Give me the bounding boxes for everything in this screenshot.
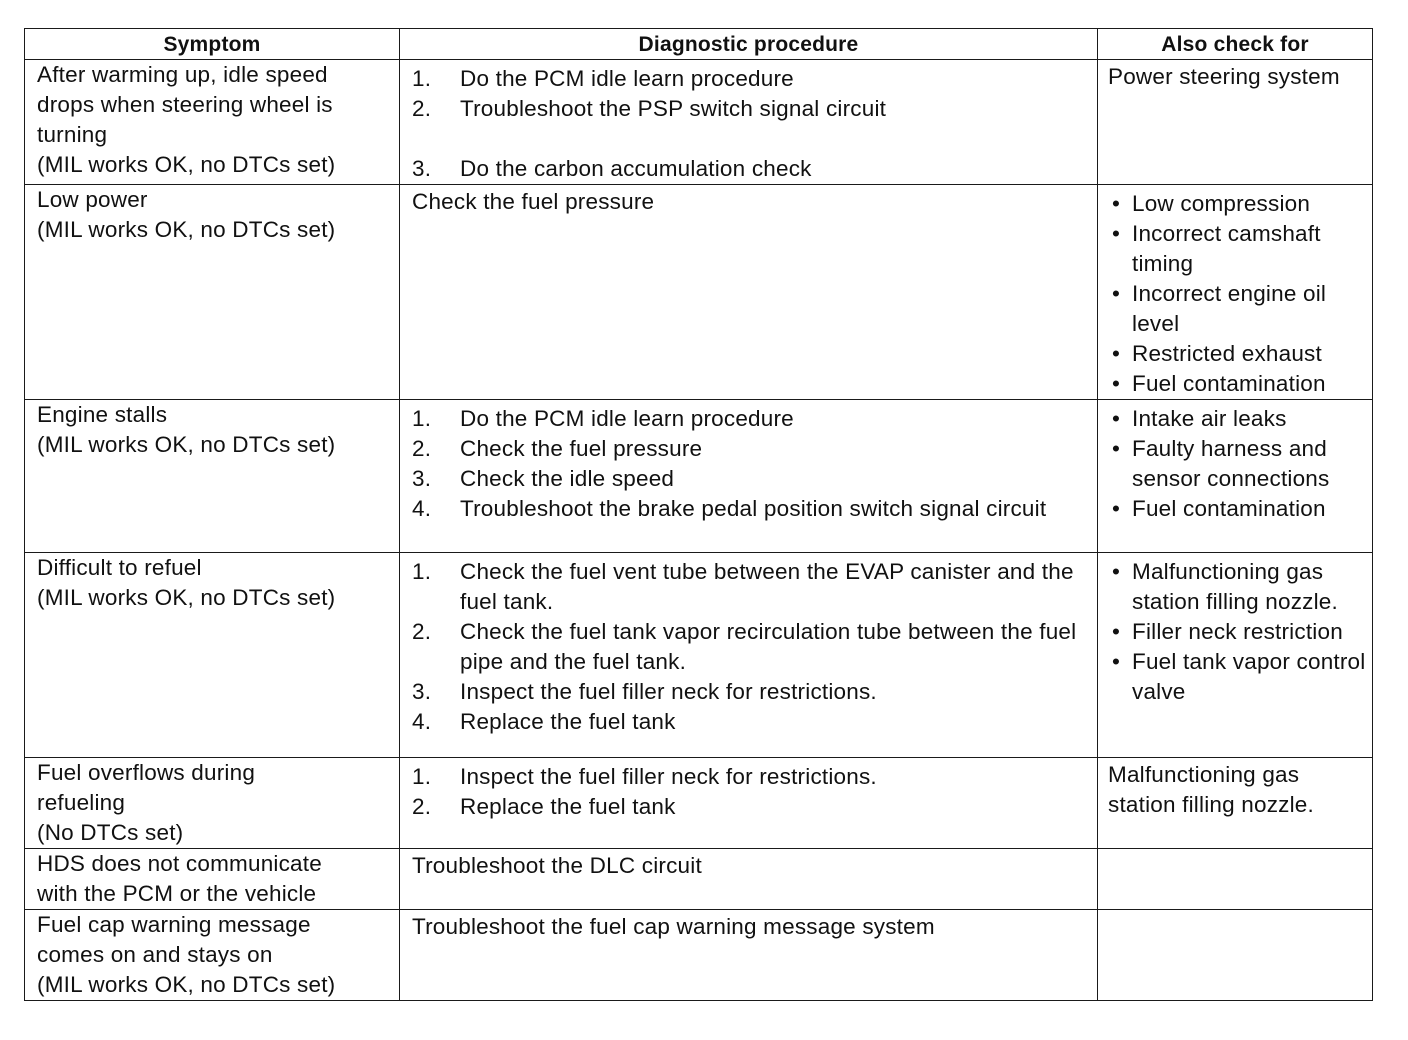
procedure-text: Troubleshoot the fuel cap warning message system [412,914,935,939]
procedure-step [412,762,1093,792]
symptom-line: HDS does not communicate [37,851,322,876]
bullet-icon: • [1112,341,1121,366]
symptom-cell [25,758,400,849]
bullet-icon: • [1112,371,1121,396]
symptom-cell [25,910,400,1001]
step-text: Do the PCM idle learn procedure [460,406,794,431]
step-text: Check the fuel vent tube between the EVAP canister and the fuel tank. [460,559,1074,614]
also-check-cell [1098,758,1373,849]
bullet-icon: • [1112,436,1121,461]
also-check-item: • Incorrect camshaft timing [1108,219,1368,279]
step-text: Troubleshoot the brake pedal position switch signal circuit [460,496,1047,521]
header-also-check-for: Also check for [1098,29,1373,60]
also-check-item: • Faulty harness and sensor connections [1108,434,1368,494]
step-number: 1. [412,764,432,789]
symptom-line: Engine stalls [37,402,168,427]
also-check-list [1108,557,1368,707]
step-text: Replace the fuel tank [460,794,676,819]
symptom-line: turning [37,122,108,147]
procedure-step [412,617,1093,677]
step-text: Check the idle speed [460,466,675,491]
symptom-line: with the PCM or the vehicle [37,881,317,906]
procedure-step [412,404,1093,434]
symptom-line: (MIL works OK, no DTCs set) [37,585,336,610]
step-text: Replace the fuel tank [460,709,676,734]
table-row [25,910,1373,1001]
also-check-cell [1098,910,1373,1001]
header-diagnostic-procedure: Diagnostic procedure [400,29,1098,60]
table-row [25,849,1373,910]
procedure-step [412,434,1093,464]
procedure-step [412,94,1093,124]
also-check-cell [1098,553,1373,758]
procedure-text: Troubleshoot the DLC circuit [412,853,702,878]
bullet-icon: • [1112,221,1121,246]
step-number: 3. [412,156,432,181]
procedure-steps [412,64,1093,184]
procedure-step [412,494,1093,524]
symptom-line: After warming up, idle speed [37,62,328,87]
step-number: 1. [412,406,432,431]
also-check-item: • Low compression [1108,189,1368,219]
symptom-line: Fuel overflows during [37,760,256,785]
also-check-text: Power steering system [1108,64,1340,89]
symptom-line: (MIL works OK, no DTCs set) [37,972,336,997]
also-check-item: • Fuel contamination [1108,494,1368,524]
procedure-cell [400,400,1098,553]
also-check-item: • Fuel tank vapor control valve [1108,647,1368,707]
step-number: 2. [412,436,432,461]
procedure-cell [400,553,1098,758]
step-text: Inspect the fuel filler neck for restrictions. [460,679,877,704]
bullet-icon: • [1112,406,1121,431]
symptom-line: Difficult to refuel [37,555,202,580]
step-number: 1. [412,559,432,584]
also-check-item: • Incorrect engine oil level [1108,279,1368,339]
step-number: 2. [412,96,432,121]
table-header-row [25,29,1373,60]
bullet-icon: • [1112,619,1121,644]
step-text: Do the PCM idle learn procedure [460,66,794,91]
step-text: Do the carbon accumulation check [460,156,812,181]
symptom-line: (MIL works OK, no DTCs set) [37,432,336,457]
also-check-item: • Restricted exhaust [1108,339,1368,369]
procedure-steps [412,557,1093,737]
also-check-item: • Malfunctioning gas station filling nozzle. [1108,557,1368,617]
diagnostic-sheet [24,28,1372,1001]
step-number: 2. [412,619,432,644]
bullet-icon: • [1112,559,1121,584]
step-number: 3. [412,679,432,704]
procedure-cell [400,185,1098,400]
table-row [25,553,1373,758]
step-number: 2. [412,794,432,819]
also-check-list [1108,404,1368,524]
table-row [25,60,1373,185]
procedure-cell [400,758,1098,849]
step-number: 1. [412,66,432,91]
also-check-cell [1098,849,1373,910]
symptom-line: (MIL works OK, no DTCs set) [37,217,336,242]
also-check-cell [1098,185,1373,400]
table-row [25,185,1373,400]
also-check-cell [1098,400,1373,553]
symptom-line: drops when steering wheel is [37,92,333,117]
also-check-item: • Intake air leaks [1108,404,1368,434]
procedure-step [412,154,1093,184]
step-text: Inspect the fuel filler neck for restrictions. [460,764,877,789]
bullet-icon: • [1112,281,1121,306]
symptom-line: (MIL works OK, no DTCs set) [37,152,336,177]
table-row [25,400,1373,553]
procedure-step [412,464,1093,494]
step-number: 4. [412,496,432,521]
step-text: Check the fuel tank vapor recirculation tube between the fuel pipe and the fuel tank. [460,619,1077,674]
symptom-line: (No DTCs set) [37,820,184,845]
step-number: 4. [412,709,432,734]
also-check-text: Malfunctioning gas station filling nozzle. [1108,762,1314,817]
symptom-line: Low power [37,187,148,212]
symptom-line: comes on and stays on [37,942,273,967]
symptom-cell [25,553,400,758]
procedure-cell [400,910,1098,1001]
procedure-cell [400,849,1098,910]
procedure-steps [412,404,1093,524]
procedure-step [412,707,1093,737]
symptom-line: refueling [37,790,126,815]
procedure-step [412,64,1093,94]
symptom-troubleshooting-table [24,28,1373,1001]
bullet-icon: • [1112,191,1121,216]
procedure-cell [400,60,1098,185]
also-check-cell [1098,60,1373,185]
also-check-list [1108,189,1368,399]
procedure-step [412,792,1093,822]
step-text: Troubleshoot the PSP switch signal circuit [460,96,887,121]
procedure-steps [412,762,1093,822]
symptom-cell [25,849,400,910]
procedure-step [412,557,1093,617]
step-text: Check the fuel pressure [460,436,703,461]
bullet-icon: • [1112,496,1121,521]
procedure-step [412,677,1093,707]
table-row [25,758,1373,849]
procedure-text: Check the fuel pressure [412,189,655,214]
symptom-cell [25,185,400,400]
header-symptom: Symptom [25,29,400,60]
symptom-line: Fuel cap warning message [37,912,311,937]
symptom-cell [25,60,400,185]
also-check-item: • Fuel contamination [1108,369,1368,399]
bullet-icon: • [1112,649,1121,674]
also-check-item: • Filler neck restriction [1108,617,1368,647]
symptom-cell [25,400,400,553]
step-number: 3. [412,466,432,491]
